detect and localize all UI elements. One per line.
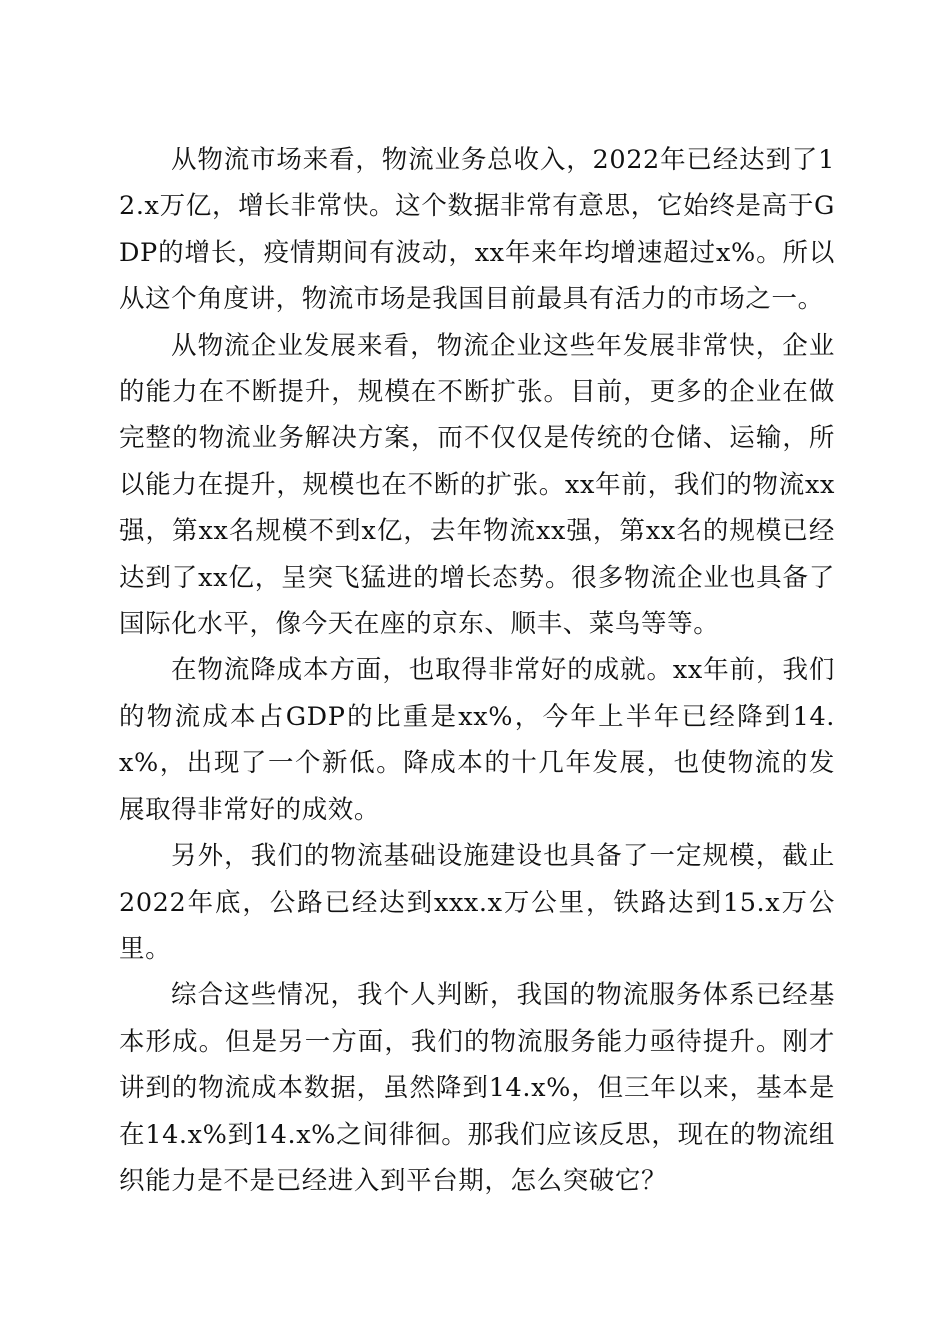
paragraph-logistics-market: 从物流市场来看，物流业务总收入，2022年已经达到了12.x万亿，增长非常快。这个数据非常有意思，它始终是高于GDP的增长，疫情期间有波动，xx年来年均增速超过x%。所以从这个角度讲，物流市场是我国目前最具有活力的市场之一。 [119,145,835,315]
paragraph-infrastructure: 另外，我们的物流基础设施建设也具备了一定规模，截止2022年底，公路已经达到xxx.x万公里，铁路达到15.x万公里。 [119,841,835,964]
paragraph-logistics-enterprises: 从物流企业发展来看，物流企业这些年发展非常快，企业的能力在不断提升，规模在不断扩张。目前，更多的企业在做完整的物流业务解决方案，而不仅仅是传统的仓储、运输，所以能力在提升，规模也在不断的扩张。xx年前，我们的物流xx强，第xx名规模不到x亿，去年物流xx强，第xx名的规模已经达到了xx亿，呈突飞猛进的增长态势。很多物流企业也具备了国际化水平，像今天在座的京东、顺丰、菜鸟等等。 [119,330,835,640]
paragraph-summary: 综合这些情况，我个人判断，我国的物流服务体系已经基本形成。但是另一方面，我们的物流服务能力亟待提升。刚才讲到的物流成本数据，虽然降到14.x%，但三年以来，基本是在14.x%到14.x%之间徘徊。那我们应该反思，现在的物流组织能力是不是已经进入到平台期，怎么突破它？ [119,980,835,1196]
document-body [119,137,835,1204]
paragraph-cost-reduction: 在物流降成本方面，也取得非常好的成就。xx年前，我们的物流成本占GDP的比重是xx%，今年上半年已经降到14.x%，出现了一个新低。降成本的十几年发展，也使物流的发展取得非常好的成效。 [119,655,835,825]
